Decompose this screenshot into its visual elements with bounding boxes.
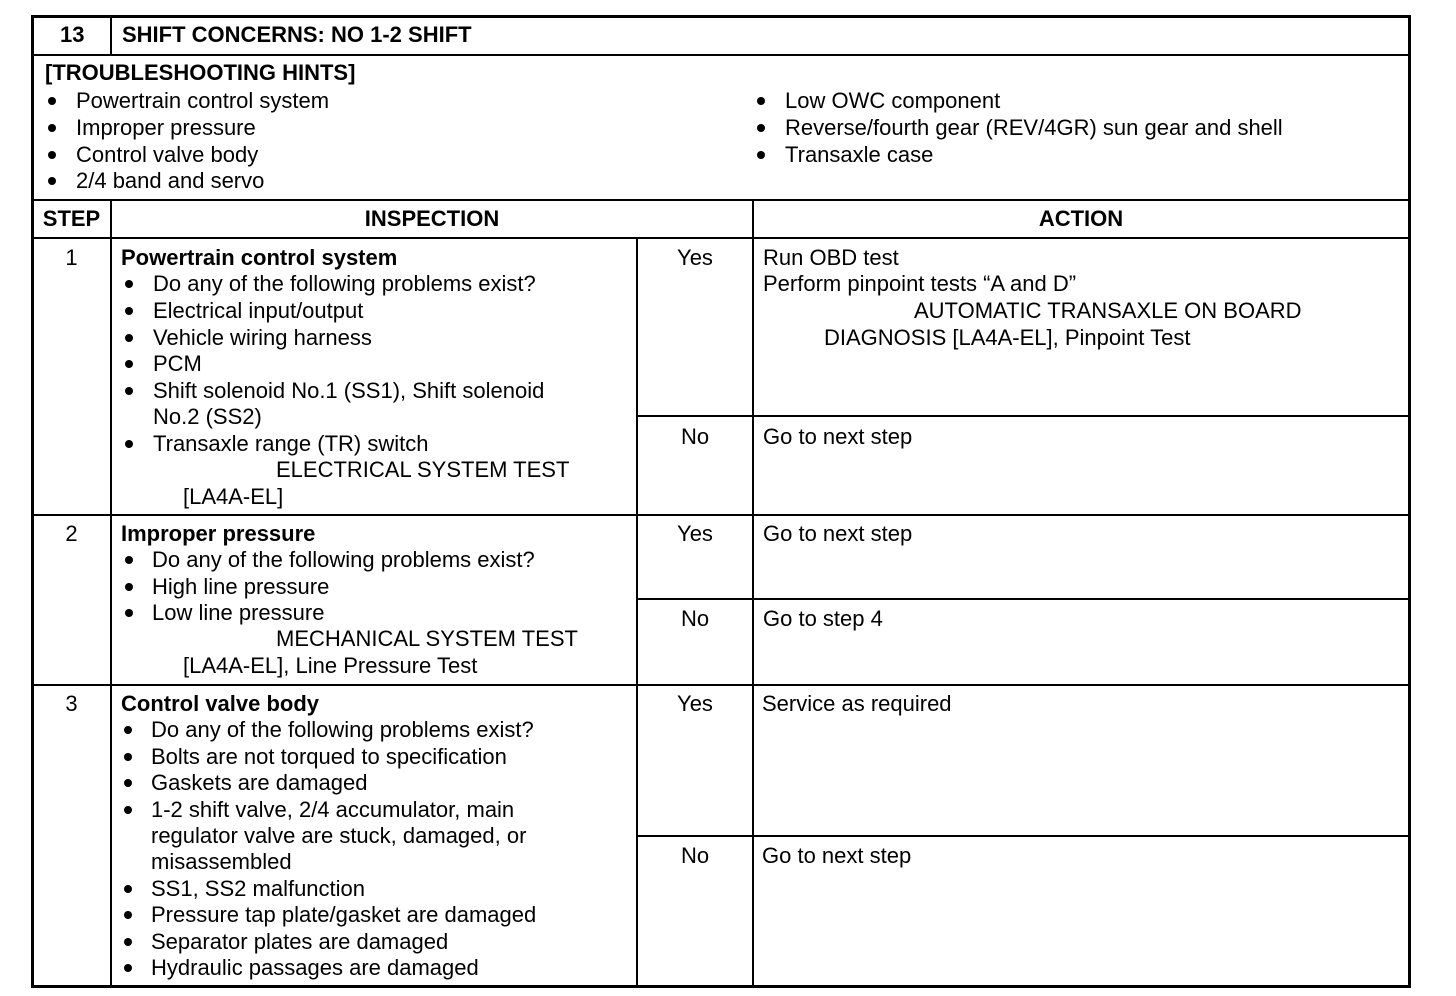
inspection-item: Low line pressure [152, 600, 325, 625]
action-text: Go to next step [762, 843, 912, 868]
divider-header [31, 54, 1411, 56]
bullet-icon [125, 334, 133, 342]
action-text: Perform pinpoint tests “A and D” [763, 271, 1077, 296]
reference-link: [LA4A-EL] [183, 484, 284, 509]
bullet-icon [125, 440, 133, 448]
bullet-icon [48, 124, 56, 132]
column-header-action: ACTION [1038, 206, 1124, 231]
step-number: 1 [65, 245, 78, 270]
inspection-item: SS1, SS2 malfunction [151, 876, 366, 901]
inspection-item: Transaxle range (TR) switch [153, 431, 429, 456]
action-text: Go to next step [763, 424, 913, 449]
action-text: Service as required [762, 691, 952, 716]
inspection-item-continued: regulator valve are stuck, damaged, or [151, 823, 527, 848]
bullet-icon [125, 307, 133, 315]
divider-step-col [110, 199, 112, 988]
bullet-icon [48, 97, 56, 105]
step-title: Control valve body [121, 691, 320, 716]
bullet-icon [124, 806, 132, 814]
bullet-icon [757, 97, 765, 105]
yes-label: Yes [677, 691, 713, 716]
action-text: Go to step 4 [763, 606, 883, 631]
hint-left-item: Powertrain control system [76, 88, 330, 113]
action-reference: AUTOMATIC TRANSAXLE ON BOARD [914, 298, 1302, 323]
divider-step1 [31, 514, 1411, 516]
header-title: SHIFT CONCERNS: NO 1-2 SHIFT [122, 22, 472, 47]
reference-link: [LA4A-EL], Line Pressure Test [183, 653, 478, 678]
bullet-icon [125, 387, 133, 395]
reference-link: MECHANICAL SYSTEM TEST [276, 626, 578, 651]
bullet-icon [124, 726, 132, 734]
bullet-icon [125, 360, 133, 368]
yes-label: Yes [677, 521, 713, 546]
header-number: 13 [60, 22, 85, 47]
bullet-icon [124, 938, 132, 946]
action-reference: DIAGNOSIS [LA4A-EL], Pinpoint Test [824, 325, 1191, 350]
divider-hints [31, 199, 1411, 201]
action-text: Go to next step [763, 521, 913, 546]
divider-action-col [752, 199, 754, 988]
divider-step2 [31, 684, 1411, 686]
hint-left-item: Control valve body [76, 142, 259, 167]
bullet-icon [125, 583, 133, 591]
no-label: No [680, 606, 710, 631]
inspection-item-continued: No.2 (SS2) [153, 404, 262, 429]
bullet-icon [125, 280, 133, 288]
step-title: Powertrain control system [121, 245, 398, 270]
inspection-item: Pressure tap plate/gasket are damaged [151, 902, 537, 927]
hint-right-item: Transaxle case [785, 142, 934, 167]
inspection-item: Do any of the following problems exist? [153, 271, 536, 296]
step-number: 3 [65, 691, 78, 716]
bullet-icon [124, 753, 132, 761]
no-label: No [680, 843, 710, 868]
inspection-item: PCM [153, 351, 202, 376]
inspection-item: Hydraulic passages are damaged [151, 955, 479, 980]
inspection-item: 1-2 shift valve, 2/4 accumulator, main [151, 797, 515, 822]
inspection-item: Separator plates are damaged [151, 929, 449, 954]
inspection-item-continued: misassembled [151, 849, 292, 874]
inspection-item: Do any of the following problems exist? [152, 547, 535, 572]
bullet-icon [757, 124, 765, 132]
hints-heading: [TROUBLESHOOTING HINTS] [45, 60, 356, 85]
bullet-icon [124, 779, 132, 787]
inspection-item: Electrical input/output [153, 298, 364, 323]
divider-columns [31, 237, 1411, 239]
reference-link: ELECTRICAL SYSTEM TEST [276, 457, 570, 482]
action-text: Run OBD test [763, 245, 899, 270]
hint-left-item: 2/4 band and servo [76, 168, 265, 193]
hint-right-item: Low OWC component [785, 88, 1001, 113]
inspection-item: Bolts are not torqued to specification [151, 744, 507, 769]
bullet-icon [757, 151, 765, 159]
inspection-item: Shift solenoid No.1 (SS1), Shift solenoid [153, 378, 545, 403]
inspection-item: Do any of the following problems exist? [151, 717, 534, 742]
no-label: No [680, 424, 710, 449]
hint-left-item: Improper pressure [76, 115, 256, 140]
bullet-icon [124, 964, 132, 972]
column-header-inspection: INSPECTION [364, 206, 500, 231]
column-header-step: STEP [42, 206, 101, 231]
step-number: 2 [65, 521, 78, 546]
step-title: Improper pressure [121, 521, 316, 546]
bullet-icon [124, 911, 132, 919]
hint-right-item: Reverse/fourth gear (REV/4GR) sun gear and shell [785, 115, 1283, 140]
bullet-icon [48, 151, 56, 159]
bullet-icon [124, 885, 132, 893]
inspection-item: Vehicle wiring harness [153, 325, 372, 350]
bullet-icon [125, 556, 133, 564]
inspection-item: Gaskets are damaged [151, 770, 368, 795]
inspection-item: High line pressure [152, 574, 330, 599]
divider-header-number [110, 15, 112, 55]
bullet-icon [125, 609, 133, 617]
bullet-icon [48, 177, 56, 185]
yes-label: Yes [677, 245, 713, 270]
